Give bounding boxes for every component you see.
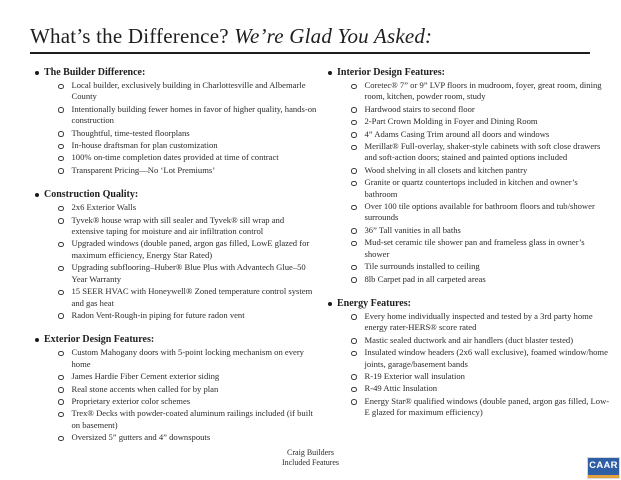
list-item-text: Tyvek® house wrap with sill sealer and Tyvek® sill wrap and extensive taping for moisture and air infiltration control <box>71 214 285 237</box>
section-heading-row <box>30 188 318 201</box>
list-item <box>30 347 318 370</box>
bullet-icon <box>35 193 39 197</box>
list-item <box>323 347 611 370</box>
list-item-text: 2x6 Exterior Walls <box>71 202 137 213</box>
circle-bullet-icon <box>58 131 64 137</box>
list-item-text: 8lb Carpet pad in all carpeted areas <box>364 273 486 284</box>
circle-bullet-icon <box>58 313 64 319</box>
list-item-text: R-49 Attic Insulation <box>364 383 438 394</box>
list-item-text: 15 SEER HVAC with Honeywell® Zoned temperature control system and gas heat <box>71 286 313 308</box>
section-heading-row <box>323 66 611 79</box>
list-item-text: Radon Vent-Rough-in piping for future radon vent <box>71 309 245 320</box>
footer-line-2: Included Features <box>281 458 340 467</box>
list-item <box>323 116 611 127</box>
list-item <box>323 141 611 164</box>
list-item-text: Mud-set ceramic tile shower pan and frameless glass in owner’s shower <box>364 237 585 259</box>
list-item-text: 4” Adams Casing Trim around all doors and windows <box>364 128 550 139</box>
list-item-text: Local builder, exclusively building in Charlottesville and Albemarle County <box>71 80 306 102</box>
list-item-text: Custom Mahogany doors with 5-point locking mechanism on every home <box>71 347 304 369</box>
list-item <box>323 104 611 115</box>
list-item <box>323 129 611 140</box>
list-item <box>323 237 611 260</box>
section-heading: Exterior Design Features: <box>44 334 155 346</box>
list-item-text: Insulated window headers (2x6 wall exclusive), foamed window/home joints, garage/basement bands <box>364 347 608 369</box>
list-item-text: 2-Part Crown Molding in Foyer and Dining Room <box>364 116 538 127</box>
list-item <box>323 383 611 394</box>
section-builder-difference <box>30 66 318 176</box>
list-item <box>323 396 611 419</box>
section-construction-quality <box>30 188 318 321</box>
list-item-text: Upgraded windows (double paned, argon gas filled, LowE glazed for maximum efficiency, Energy Star Rated) <box>71 238 310 260</box>
circle-bullet-icon <box>351 387 357 393</box>
circle-bullet-icon <box>351 181 357 187</box>
list-item-text: Real stone accents when called for by plan <box>71 383 219 394</box>
section-interior-design <box>323 66 611 285</box>
list-item-text: Oversized 5” gutters and 4” downspouts <box>71 432 211 443</box>
list-item <box>30 152 318 163</box>
title-rule <box>30 52 590 54</box>
list-item <box>323 261 611 272</box>
list-item <box>30 286 318 309</box>
bullet-icon <box>328 302 332 306</box>
circle-bullet-icon <box>351 265 357 271</box>
circle-bullet-icon <box>351 168 357 174</box>
circle-bullet-icon <box>351 351 357 357</box>
circle-bullet-icon <box>351 132 357 138</box>
circle-bullet-icon <box>58 84 64 90</box>
list-item-text: Mastic sealed ductwork and air handlers (duct blaster tested) <box>364 334 574 345</box>
list-item-text: Tile surrounds installed to ceiling <box>364 261 480 272</box>
circle-bullet-icon <box>351 120 357 126</box>
list-item-text: Over 100 tile options available for bathroom floors and tub/shower surrounds <box>364 201 595 223</box>
right-column <box>323 66 611 431</box>
list-item <box>30 310 318 321</box>
circle-bullet-icon <box>351 145 357 151</box>
circle-bullet-icon <box>58 266 64 272</box>
list-item <box>30 215 318 238</box>
caar-logo <box>588 458 619 478</box>
circle-bullet-icon <box>58 412 64 418</box>
list-item <box>323 274 611 285</box>
list-item <box>323 165 611 176</box>
circle-bullet-icon <box>351 84 357 90</box>
circle-bullet-icon <box>351 338 357 344</box>
list-item <box>30 238 318 261</box>
list-item <box>30 128 318 139</box>
circle-bullet-icon <box>351 314 357 320</box>
list-item-text: Upgrading subflooring–Huber® Blue Plus with Advantech Glue–50 Year Warranty <box>71 262 306 284</box>
list-item-text: Hardwood stairs to second floor <box>364 103 475 114</box>
circle-bullet-icon <box>58 218 64 224</box>
list-item-text: Energy Star® qualified windows (double paned, argon gas filled, Low-E glazed for maximum efficiency) <box>364 395 610 418</box>
list-item-text: Trex® Decks with powder-coated aluminum railings included (if built on basement) <box>71 408 313 430</box>
section-energy-features <box>323 297 611 419</box>
section-heading: The Builder Difference: <box>44 67 146 78</box>
list-item-text: Wood shelving in all closets and kitchen pantry <box>364 164 528 175</box>
bullet-icon <box>35 71 39 75</box>
list-item <box>30 202 318 213</box>
circle-bullet-icon <box>58 206 64 212</box>
list-item <box>30 140 318 151</box>
list-item <box>323 177 611 200</box>
list-item-text: Thoughtful, time-tested floorplans <box>71 127 190 138</box>
circle-bullet-icon <box>58 290 64 296</box>
list-item-text: 36” Tall vanities in all baths <box>364 224 461 235</box>
list-item <box>30 432 318 443</box>
section-heading: Interior Design Features: <box>337 67 445 78</box>
list-item-text: Merillat® Full-overlay, shaker-style cabinets with soft close drawers and soft-action doors; stained and painted options included <box>364 141 601 163</box>
section-heading-row <box>323 297 611 310</box>
footer-line-1: Craig Builders <box>287 448 334 457</box>
list-item-text: Proprietary exterior color schemes <box>71 395 191 406</box>
list-item-text: Coretec® 7” or 9” LVP floors in mudroom, foyer, great room, dining room, kitchen, powder room, study <box>364 80 602 102</box>
bullet-icon <box>35 338 39 342</box>
circle-bullet-icon <box>351 374 357 380</box>
circle-bullet-icon <box>351 107 357 113</box>
list-item-text: In-house draftsman for plan customization <box>71 140 218 151</box>
circle-bullet-icon <box>58 399 64 405</box>
left-column <box>30 66 318 456</box>
list-item <box>30 104 318 127</box>
caar-logo-text: CAAR <box>589 460 618 471</box>
list-item-text: Granite or quartz countertops included in kitchen and owner’s bathroom <box>364 177 578 199</box>
circle-bullet-icon <box>58 168 64 174</box>
list-item <box>323 371 611 382</box>
list-item <box>30 384 318 395</box>
circle-bullet-icon <box>351 205 357 211</box>
section-heading-row <box>30 333 318 346</box>
circle-bullet-icon <box>351 228 357 234</box>
circle-bullet-icon <box>58 351 64 357</box>
list-item <box>30 165 318 176</box>
page-title-italic: We’re Glad You Asked: <box>234 24 433 48</box>
section-heading: Construction Quality: <box>44 189 139 201</box>
page-title-regular: What’s the Difference? <box>30 24 235 48</box>
circle-bullet-icon <box>58 387 64 393</box>
section-exterior-design <box>30 333 318 443</box>
caar-logo-accent-bar <box>588 475 619 479</box>
list-item <box>323 80 611 103</box>
list-item <box>30 408 318 431</box>
list-item-text: R-19 Exterior wall insulation <box>364 370 465 381</box>
section-heading-row <box>30 66 318 79</box>
footer <box>0 448 621 468</box>
list-item-text: Intentionally building fewer homes in favor of higher quality, hands-on construction <box>71 103 317 126</box>
list-item <box>30 396 318 407</box>
section-heading: Energy Features: <box>337 297 411 309</box>
list-item-text: Transparent Pricing—No ‘Lot Premiums’ <box>71 164 216 175</box>
page-title <box>30 24 432 49</box>
list-item <box>30 262 318 285</box>
list-item <box>30 371 318 382</box>
circle-bullet-icon <box>58 375 64 381</box>
circle-bullet-icon <box>58 156 64 162</box>
list-item-text: James Hardie Fiber Cement exterior siding <box>71 371 220 382</box>
list-item-text: Every home individually inspected and tested by a 3rd party home energy rater-HERS® score rated <box>364 310 593 333</box>
circle-bullet-icon <box>351 241 357 247</box>
circle-bullet-icon <box>58 144 64 150</box>
list-item-text: 100% on-time completion dates provided at time of contract <box>71 152 279 163</box>
list-item <box>323 225 611 236</box>
circle-bullet-icon <box>58 242 64 248</box>
circle-bullet-icon <box>58 107 64 113</box>
bullet-icon <box>328 71 332 75</box>
list-item <box>323 335 611 346</box>
list-item <box>30 80 318 103</box>
circle-bullet-icon <box>351 277 357 283</box>
circle-bullet-icon <box>58 436 64 442</box>
list-item <box>323 311 611 334</box>
list-item <box>323 201 611 224</box>
circle-bullet-icon <box>351 399 357 405</box>
